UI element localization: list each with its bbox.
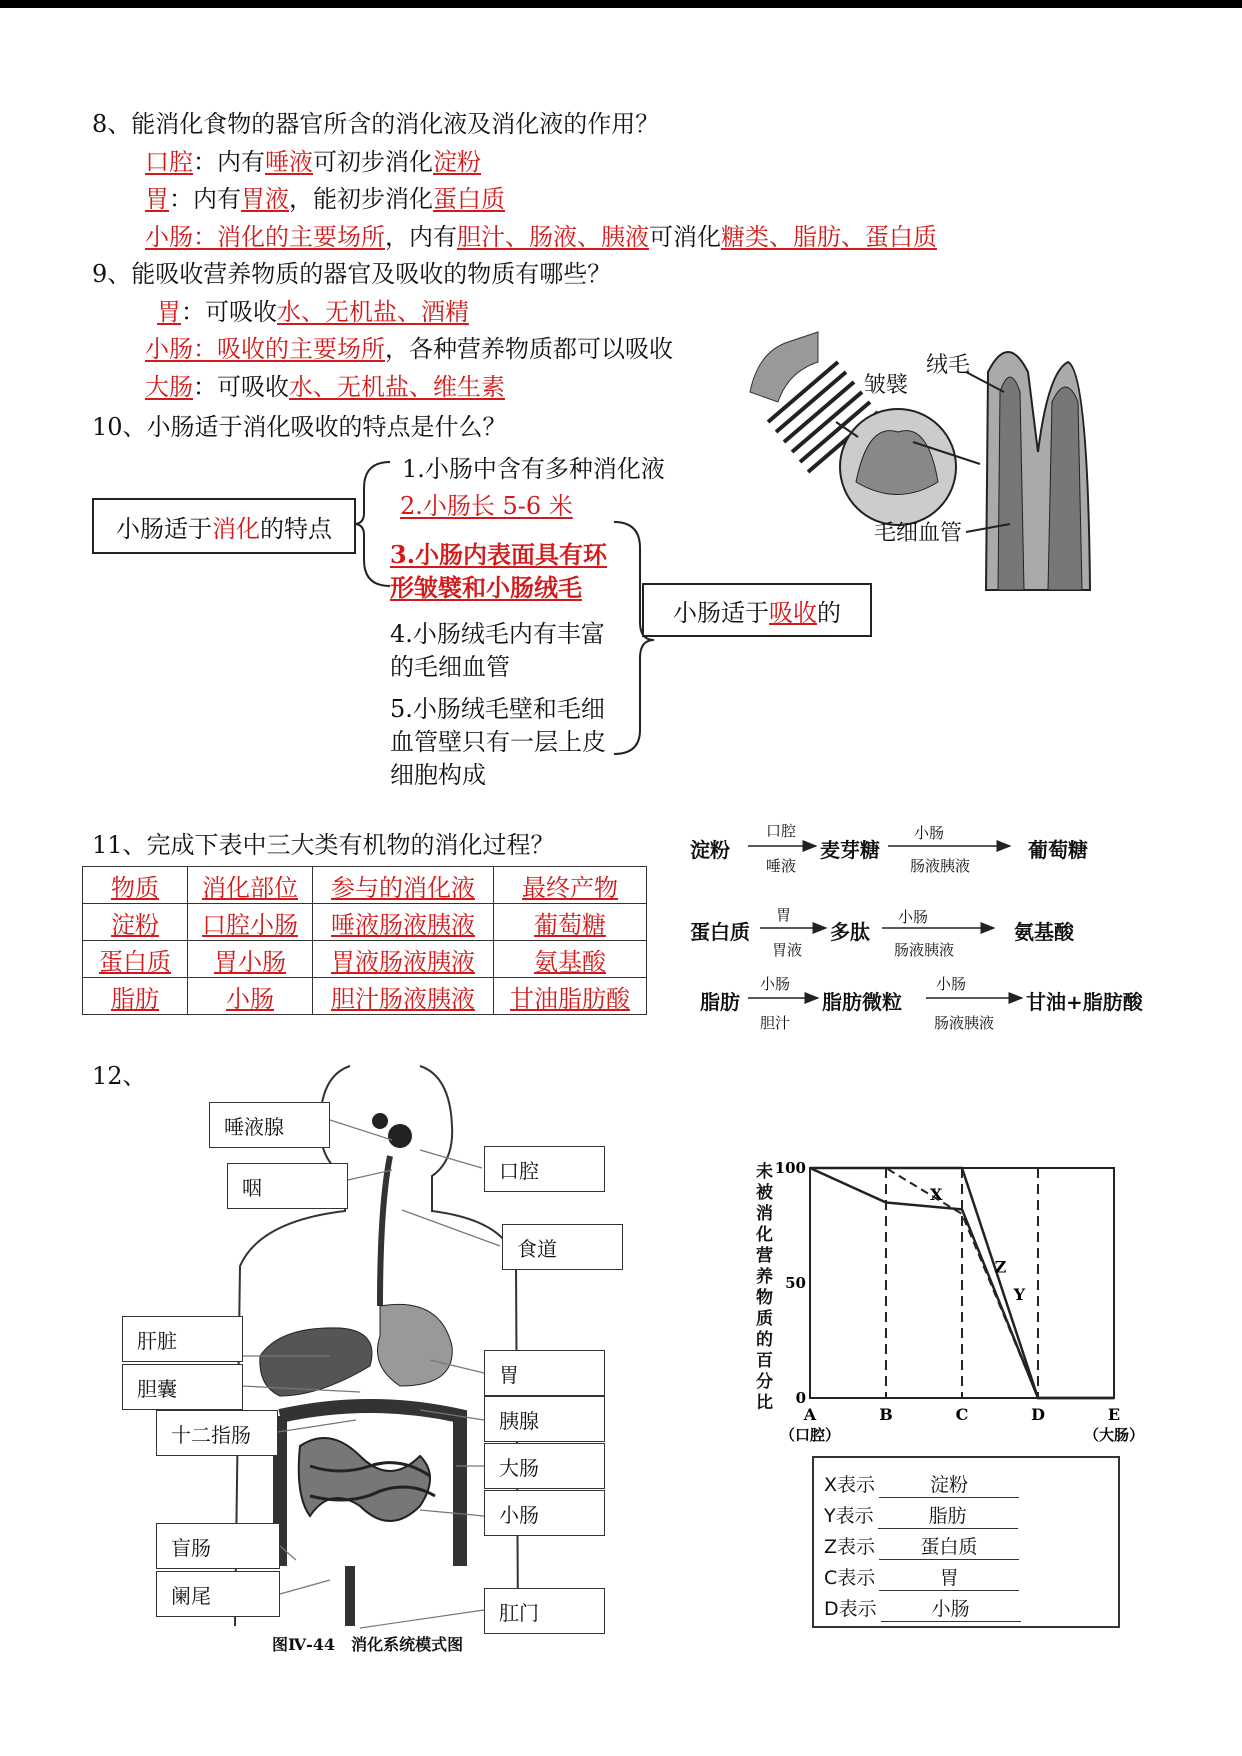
flow-mid: 麦芽糖 bbox=[820, 838, 880, 862]
organ-small-intestine: 小肠 bbox=[145, 223, 193, 251]
organ-mouth: 口腔 bbox=[145, 148, 193, 176]
table-header: 物质 bbox=[83, 867, 188, 904]
feature-4: 4.小肠绒毛内有丰富的毛细血管 bbox=[390, 620, 605, 681]
label-esophagus: 食道 bbox=[502, 1224, 623, 1270]
table-row bbox=[83, 904, 647, 941]
text: 小肠适于 bbox=[673, 598, 769, 627]
legend-key: Z表示 bbox=[824, 1536, 876, 1558]
main-site: ：消化的主要场所 bbox=[193, 223, 385, 251]
flow-start: 脂肪 bbox=[700, 990, 740, 1014]
series-label: Z bbox=[994, 1257, 1007, 1277]
table-header: 参与的消化液 bbox=[313, 867, 494, 904]
label-mouth: 口腔 bbox=[484, 1146, 605, 1192]
q8-title: 8、能消化食物的器官所含的消化液及消化液的作用？ bbox=[92, 110, 660, 138]
legend-value: 胃 bbox=[879, 1563, 1019, 1591]
text: ，各种营养物质都可以吸收 bbox=[385, 335, 673, 363]
absorb-brace bbox=[610, 518, 656, 758]
flow-mid: 脂肪微粒 bbox=[822, 990, 902, 1014]
legend-key: C表示 bbox=[824, 1567, 876, 1589]
y-tick-label: 100 bbox=[774, 1159, 806, 1177]
legend-key: D表示 bbox=[824, 1598, 877, 1620]
table-cell: 淀粉 bbox=[83, 904, 188, 941]
graph-legend-box bbox=[812, 1456, 1120, 1628]
organ-large-intestine: 大肠 bbox=[145, 373, 193, 401]
key-word: 吸收 bbox=[769, 598, 817, 627]
digestion-graph bbox=[760, 1156, 1145, 1456]
villus-figure bbox=[748, 332, 1096, 594]
text: ：内有 bbox=[193, 148, 265, 176]
flow-arrow-top: 小肠 bbox=[936, 975, 967, 993]
y-tick-label: 50 bbox=[785, 1274, 806, 1292]
table-cell: 胆汁肠液胰液 bbox=[313, 978, 494, 1015]
main-site: ：吸收的主要场所 bbox=[193, 335, 385, 363]
table-cell: 葡萄糖 bbox=[494, 904, 647, 941]
q10-title: 10、小肠适于消化吸收的特点是什么？ bbox=[92, 413, 507, 441]
q9-stomach-line bbox=[157, 296, 469, 328]
q12-title: 12、 bbox=[92, 1062, 147, 1090]
table-header-row bbox=[83, 867, 647, 904]
flow-arrow-top: 口腔 bbox=[766, 822, 797, 840]
absorbed-items: 水、无机盐、酒精 bbox=[277, 298, 469, 326]
flow-arrow-bottom: 肠液胰液 bbox=[894, 941, 955, 959]
series-label: Y bbox=[1013, 1285, 1026, 1304]
flow-arrow-bottom: 胃液 bbox=[772, 941, 803, 959]
table-cell: 口腔小肠 bbox=[188, 904, 313, 941]
fluids: 胆汁、肠液、胰液 bbox=[457, 223, 649, 251]
flow-start: 蛋白质 bbox=[690, 920, 750, 944]
digestion-table bbox=[82, 866, 647, 1015]
legend-row bbox=[824, 1594, 1021, 1622]
organ-small-intestine: 小肠 bbox=[145, 335, 193, 363]
x-tick-label: C bbox=[955, 1405, 969, 1424]
x-tick-label: B bbox=[879, 1405, 893, 1424]
label-large-intestine: 大肠 bbox=[484, 1443, 605, 1489]
food-protein: 蛋白质 bbox=[433, 185, 505, 213]
text: ，能初步消化 bbox=[289, 185, 433, 213]
q9-large-line bbox=[145, 371, 505, 403]
absorb-feature-box bbox=[642, 583, 872, 637]
feature-2: 2.小肠长 5-6 米 bbox=[400, 492, 573, 520]
villus-label: 绒毛 bbox=[926, 353, 971, 378]
table-cell: 蛋白质 bbox=[83, 941, 188, 978]
figure-caption: 图Ⅳ-44 消化系统模式图 bbox=[272, 1635, 464, 1654]
label-anus: 肛门 bbox=[484, 1588, 605, 1634]
capillary-label: 毛细血管 bbox=[874, 521, 963, 546]
table-cell: 胃小肠 bbox=[188, 941, 313, 978]
text: ：可吸收 bbox=[193, 373, 289, 401]
table-cell: 胃液肠液胰液 bbox=[313, 941, 494, 978]
legend-value: 脂肪 bbox=[878, 1501, 1018, 1529]
label-salivary-gland: 唾液腺 bbox=[209, 1102, 330, 1148]
flow-arrow-bottom: 肠液胰液 bbox=[910, 857, 971, 875]
flow-arrow-top: 小肠 bbox=[898, 908, 929, 926]
legend-row bbox=[824, 1501, 1018, 1529]
y-tick-label: 0 bbox=[795, 1389, 806, 1407]
legend-key: X表示 bbox=[824, 1474, 876, 1496]
organ-stomach: 胃 bbox=[157, 298, 181, 326]
table-cell: 小肠 bbox=[188, 978, 313, 1015]
flow-arrow-bottom: 胆汁 bbox=[760, 1014, 791, 1032]
flow-arrow-bottom: 唾液 bbox=[766, 857, 797, 875]
x-note-large-intestine: （大肠） bbox=[1083, 1426, 1145, 1444]
table-header: 最终产物 bbox=[494, 867, 647, 904]
feature-1: 1.小肠中含有多种消化液 bbox=[402, 455, 665, 483]
flow-end: 氨基酸 bbox=[1014, 920, 1074, 944]
label-appendix: 阑尾 bbox=[156, 1571, 280, 1617]
absorbed-items: 水、无机盐、维生素 bbox=[289, 373, 505, 401]
flow-arrow-top: 小肠 bbox=[914, 824, 945, 842]
text: 的 bbox=[817, 598, 841, 627]
flow-arrow-top: 胃 bbox=[776, 906, 792, 924]
foods: 糖类、脂肪、蛋白质 bbox=[721, 223, 937, 251]
legend-value: 蛋白质 bbox=[879, 1532, 1019, 1560]
table-row bbox=[83, 978, 647, 1015]
q9-small-line bbox=[145, 333, 673, 365]
label-pancreas: 胰腺 bbox=[484, 1396, 605, 1442]
q8-mouth-line bbox=[145, 146, 481, 178]
table-cell: 唾液肠液胰液 bbox=[313, 904, 494, 941]
food-starch: 淀粉 bbox=[433, 148, 481, 176]
feature-3: 3.小肠内表面具有环形皱襞和小肠绒毛 bbox=[390, 540, 608, 602]
flow-arrow-top: 小肠 bbox=[760, 975, 791, 993]
flow-end: 甘油+脂肪酸 bbox=[1026, 990, 1143, 1014]
fluid-gastric: 胃液 bbox=[241, 185, 289, 213]
label-cecum: 盲肠 bbox=[156, 1523, 280, 1569]
x-tick-label: E bbox=[1107, 1405, 1121, 1424]
legend-row bbox=[824, 1470, 1019, 1498]
q9-title: 9、能吸收营养物质的器官及吸收的物质有哪些？ bbox=[92, 260, 612, 288]
legend-row bbox=[824, 1563, 1019, 1591]
label-small-intestine: 小肠 bbox=[484, 1490, 605, 1536]
table-cell: 氨基酸 bbox=[494, 941, 647, 978]
key-word: 消化 bbox=[212, 514, 260, 543]
legend-row bbox=[824, 1532, 1019, 1560]
feature-5: 5.小肠绒毛壁和毛细血管壁只有一层上皮细胞构成 bbox=[390, 695, 606, 789]
table-row bbox=[83, 941, 647, 978]
text: 的特点 bbox=[260, 514, 332, 543]
top-border bbox=[0, 0, 1242, 8]
table-header: 消化部位 bbox=[188, 867, 313, 904]
x-tick-label: A bbox=[803, 1405, 817, 1424]
x-tick-label: D bbox=[1031, 1405, 1045, 1424]
series-label: X bbox=[930, 1184, 943, 1204]
text: ，内有 bbox=[385, 223, 457, 251]
q8-stomach-line bbox=[145, 183, 505, 215]
fluid-saliva: 唾液 bbox=[265, 148, 313, 176]
x-note-mouth: （口腔） bbox=[779, 1426, 841, 1444]
legend-value: 小肠 bbox=[881, 1594, 1021, 1622]
flow-arrow-bottom: 肠液胰液 bbox=[934, 1014, 995, 1032]
text: ：内有 bbox=[169, 185, 241, 213]
table-cell: 甘油脂肪酸 bbox=[494, 978, 647, 1015]
fold-label: 皱襞 bbox=[864, 373, 909, 398]
digest-brace bbox=[354, 458, 394, 590]
label-liver: 肝脏 bbox=[122, 1316, 243, 1362]
table-cell: 脂肪 bbox=[83, 978, 188, 1015]
text: ：可吸收 bbox=[181, 298, 277, 326]
flow-start: 淀粉 bbox=[690, 838, 730, 862]
q8-intestine-line bbox=[145, 221, 937, 253]
digest-feature-box bbox=[92, 498, 356, 554]
text: 小肠适于 bbox=[116, 514, 212, 543]
label-duodenum: 十二指肠 bbox=[156, 1410, 278, 1456]
legend-key: Y表示 bbox=[824, 1505, 874, 1527]
graph-y-label: 未被消化营养物质的百分比 bbox=[756, 1162, 773, 1413]
legend-value: 淀粉 bbox=[879, 1470, 1019, 1498]
flow-mid: 多肽 bbox=[830, 920, 870, 944]
flow-end: 葡萄糖 bbox=[1028, 838, 1088, 862]
label-gallbladder: 胆囊 bbox=[122, 1364, 243, 1410]
text: 可消化 bbox=[649, 223, 721, 251]
organ-stomach: 胃 bbox=[145, 185, 169, 213]
label-pharynx: 咽 bbox=[227, 1163, 348, 1209]
q11-title: 11、完成下表中三大类有机物的消化过程？ bbox=[92, 831, 555, 859]
label-stomach: 胃 bbox=[484, 1350, 605, 1396]
text: 可初步消化 bbox=[313, 148, 433, 176]
